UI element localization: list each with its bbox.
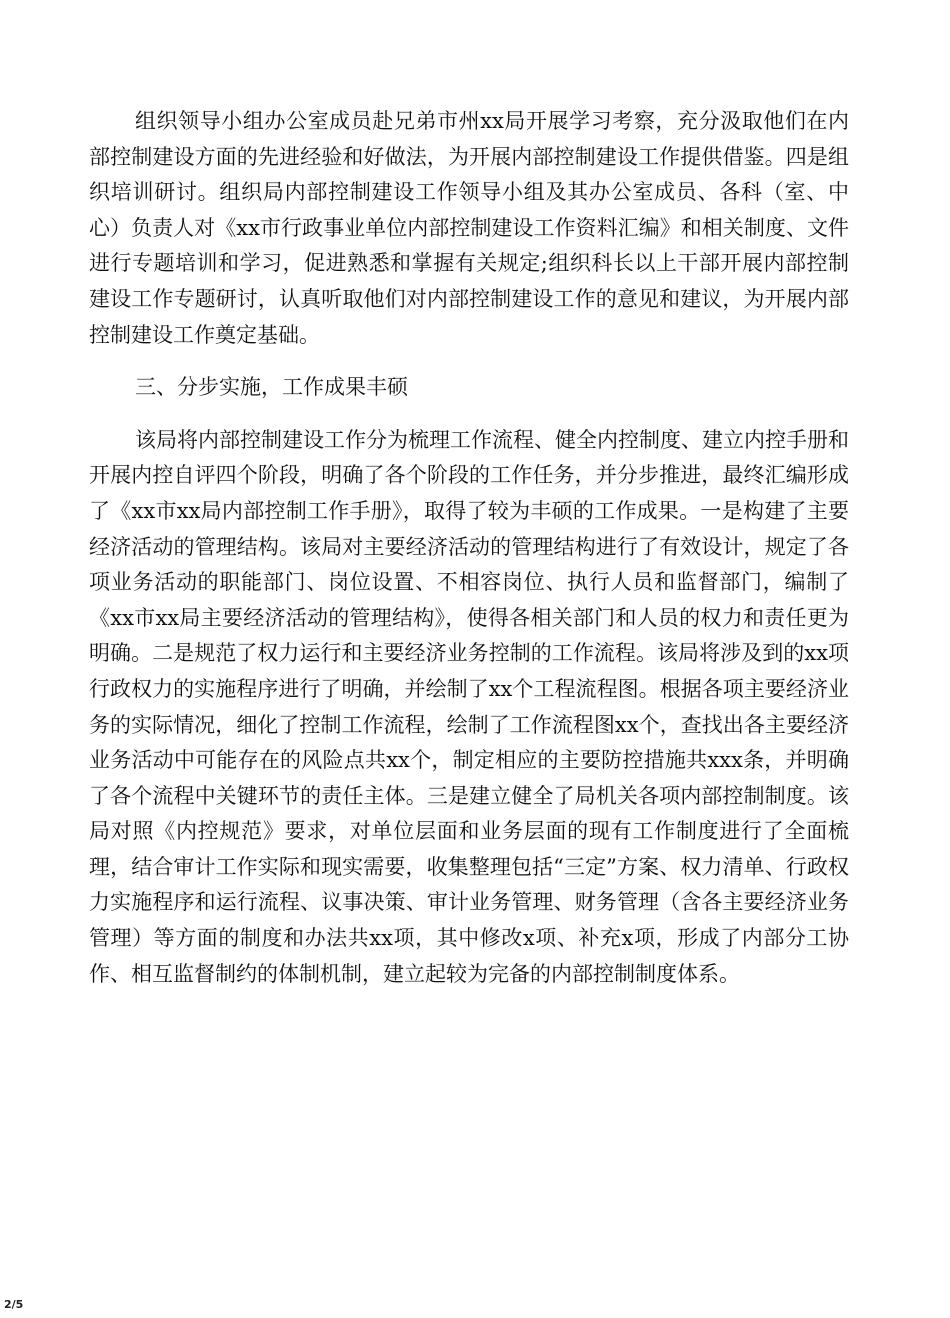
paragraph-study-and-training: 组织领导小组办公室成员赴兄弟市州xx局开展学习考察，充分汲取他们在内部控制建设方面的先进经验和好做法，为开展内部控制建设工作提供借鉴。四是组织培训研讨。组织局内部控制建设工作领导小组及其办公室成员、各科（室、中心）负责人对《xx市行政事业单位内部控制建设工作资料汇编》和相关制度、文件进行专题培训和学习，促进熟悉和掌握有关规定;组织科长以上干部开展内部控制建设工作专题研讨，认真听取他们对内部控制建设工作的意见和建议，为开展内部控制建设工作奠定基础。 [89,109,849,347]
document-body [89,104,849,992]
section-heading: 三、分步实施，工作成果丰硕 [135,375,408,400]
paragraph-implementation-results: 该局将内部控制建设工作分为梳理工作流程、健全内控制度、建立内控手册和开展内控自评四个阶段，明确了各个阶段的工作任务，并分步推进，最终汇编形成了《xx市xx局内部控制工作手册》，取得了较为丰硕的工作成果。一是构建了主要经济活动的管理结构。该局对主要经济活动的管理结构进行了有效设计，规定了各项业务活动的职能部门、岗位设置、不相容岗位、执行人员和监督部门，编制了《xx市xx局主要经济活动的管理结构》，使得各相关部门和人员的权力和责任更为明确。二是规范了权力运行和主要经济业务控制的工作流程。该局将涉及到的xx项行政权力的实施程序进行了明确，并绘制了xx个工程流程图。根据各项主要经济业务的实际情况，细化了控制工作流程，绘制了工作流程图xx个，查找出各主要经济业务活动中可能存在的风险点共xx个，制定相应的主要防控措施共xxx条，并明确了各个流程中关键环节的责任主体。三是建立健全了局机关各项内部控制制度。该局对照《内控规范》要求，对单位层面和业务层面的现有工作制度进行了全面梳理，结合审计工作实际和现实需要，收集整理包括“三定”方案、权力清单、行政权力实施程序和运行流程、议事决策、审计业务管理、财务管理（含各主要经济业务管理）等方面的制度和办法共xx项，其中修改x项、补充x项，形成了内部分工协作、相互监督制约的体制机制，建立起较为完备的内部控制制度体系。 [89,427,849,986]
page-number: 2/5 [4,1298,24,1311]
